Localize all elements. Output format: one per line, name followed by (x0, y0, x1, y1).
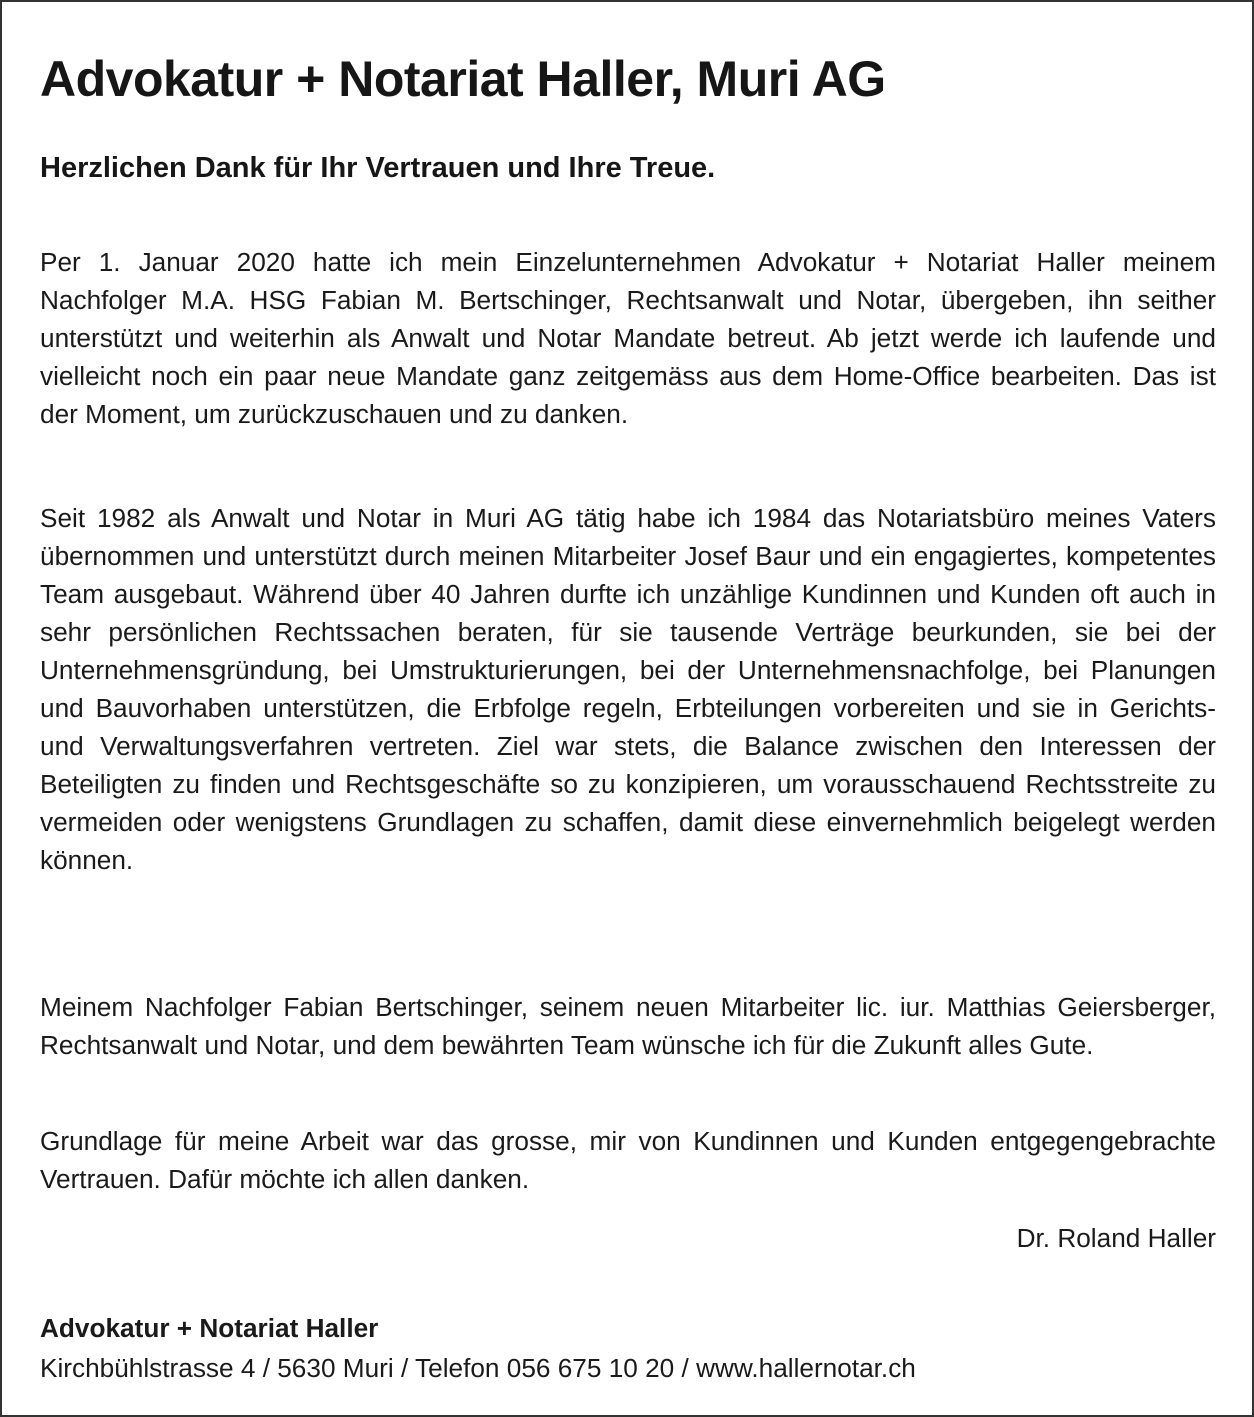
paragraph-career: Seit 1982 als Anwalt und Notar in Muri AG tätig habe ich 1984 das Notariatsbüro meines Vaters übernommen und unterstützt durch meinen Mitarbeiter Josef Baur und ein engagiertes, kompetentes Team ausgebaut. Während über 40 Jahren durfte ich unzählige Kundinnen und Kunden oft auch in sehr persönlichen Rechtssachen beraten, für sie tausende Verträge beurkunden, sie bei der Unternehmensgründung, bei Umstrukturierungen, bei der Unternehmensnachfolge, bei Planungen und Bauvorhaben unterstützen, die Erbfolge regeln, Erbteilungen vorbereiten und sie in Gerichts- und Verwaltungsverfahren vertreten. Ziel war stets, die Balance zwischen den Interessen der Beteiligten zu finden und Rechtsgeschäfte so zu konzipieren, um vorausschauend Rechtsstreite zu vermeiden oder wenigstens Grundlagen zu schaffen, damit diese einvernehmlich beigelegt werden können. (40, 503, 1216, 875)
subtitle: Herzlichen Dank für Ihr Vertrauen und Ihre Treue. (40, 152, 716, 184)
signature: Dr. Roland Haller (1016, 1223, 1216, 1253)
paragraph-thanks: Grundlage für meine Arbeit war das grosse, mir von Kundinnen und Kunden entgegengebrachte Vertrauen. Dafür möchte ich allen danken. (40, 1126, 1216, 1194)
footer-contact-address: Kirchbühlstrasse 4 / 5630 Muri / Telefon 056 675 10 20 / www.hallernotar.ch (40, 1353, 916, 1383)
paragraph-handover: Per 1. Januar 2020 hatte ich mein Einzelunternehmen Advokatur + Notariat Haller meinem Nachfolger M.A. HSG Fabian M. Bertschinger, Rechtsanwalt und Notar, übergeben, ihn seither unterstützt und weiterhin als Anwalt und Notar Mandate betreut. Ab jetzt werde ich laufende und vielleicht noch ein paar neue Mandate ganz zeitgemäss aus dem Home-Office bearbeiten. Das ist der Moment, um zurückzuschauen und zu danken. (40, 247, 1216, 429)
paragraph-successor-wishes: Meinem Nachfolger Fabian Bertschinger, seinem neuen Mitarbeiter lic. iur. Matthias Geiersberger, Rechtsanwalt und Notar, und dem bewährten Team wünsche ich für die Zukunft alles Gute. (40, 992, 1216, 1060)
page-title: Advokatur + Notariat Haller, Muri AG (40, 51, 886, 107)
footer-firm-name: Advokatur + Notariat Haller (40, 1313, 379, 1343)
